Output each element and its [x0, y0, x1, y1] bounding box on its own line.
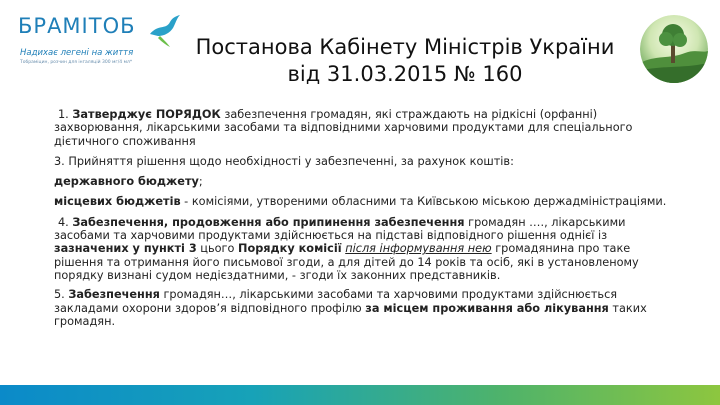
forest-photo — [640, 15, 708, 83]
paragraph-5-text-b: таких громадян. — [54, 301, 647, 328]
paragraph-4-bold: Забезпечення, продовження або припинення забезпечення — [72, 215, 465, 229]
paragraph-1-number: 1. — [58, 108, 69, 121]
paragraph-4-bold-3: Порядку комісії — [238, 242, 342, 256]
state-budget-tail: ; — [198, 175, 203, 189]
state-budget — [54, 175, 674, 188]
paragraph-4-underlined: після інформування нею — [345, 242, 492, 256]
paragraph-5-bold: Забезпечення — [68, 288, 160, 302]
document-body — [54, 108, 674, 335]
paragraph-4 — [54, 216, 674, 282]
paragraph-4-bold-2: зазначених у пункті 3 — [54, 242, 197, 256]
paragraph-3: 3. Прийняття рішення щодо необхідності у забезпеченні, за рахунок коштів: — [54, 154, 514, 168]
logo-tagline: Надихає легені на життя — [20, 48, 134, 58]
paragraph-4-text-a: громадян …., лікарськими засобами та харчовими продуктами здійснюється на підставі відповідного рішення однієї із — [54, 215, 626, 243]
local-budget — [54, 195, 674, 208]
paragraph-1-bold: Затверджує ПОРЯДОК — [72, 108, 221, 121]
paragraph-1-text: забезпечення громадян, які страждають на рідкісні (орфанні) захворювання, лікарськими засобами та відповідними харчовими продуктами для спеціального дієтичного споживання — [54, 108, 633, 148]
paragraph-1 — [54, 108, 674, 148]
page-title — [175, 34, 635, 88]
paragraph-4-text-c: громадянина про таке рішення та отримання його письмової згоди, а для дітей до 14 років та осіб, які в установленому порядку визнані судом недієздатними, - згоди їх законних представників. — [54, 242, 639, 282]
brand-logo — [18, 14, 178, 74]
title-line-1: Постанова Кабінету Міністрів України — [195, 35, 615, 59]
logo-subtagline: Тобраміцин, розчин для інгаляцій 300 мг/4 мл* — [20, 60, 133, 65]
title-line-2: від 31.03.2015 № 160 — [287, 62, 523, 86]
local-budget-text: - комісіями, утвореними обласними та Київською міською держадміністраціями. — [180, 195, 667, 209]
footer-gradient-bar — [0, 385, 720, 405]
paragraph-4-number: 4. — [58, 215, 69, 229]
brand-name: БРАМІТОБ — [18, 14, 136, 38]
paragraph-4-text-b: цього — [196, 242, 238, 256]
paragraph-5-number: 5. — [54, 288, 65, 302]
paragraph-5-text-a: громадян…, лікарськими засобами та харчовими продуктами здійснюється закладами охорони здоров’я відповідного профілю — [54, 288, 618, 315]
state-budget-label: державного бюджету — [54, 175, 199, 189]
paragraph-5 — [54, 288, 674, 328]
local-budget-label: місцевих бюджетів — [54, 195, 181, 209]
paragraph-5-bold-2: за місцем проживання або лікування — [365, 301, 609, 315]
